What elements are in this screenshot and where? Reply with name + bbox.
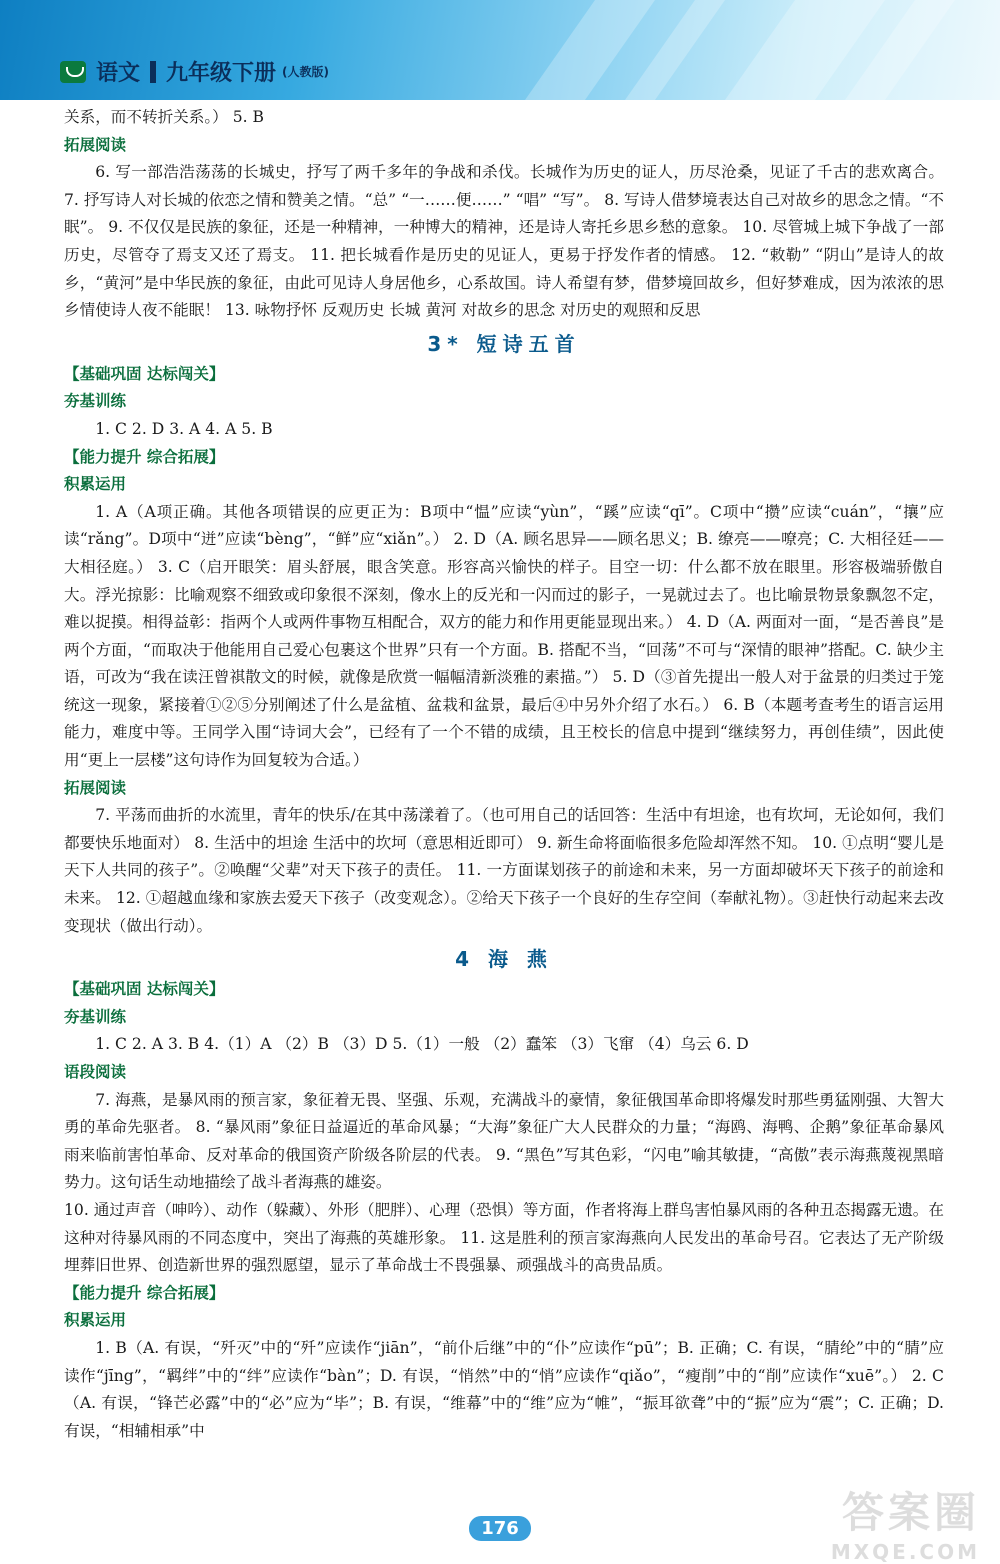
section-label-jilei: 积累运用: [64, 1311, 127, 1330]
answer-content: [64, 104, 944, 1445]
section-label-tuozhan: 拓展阅读: [64, 778, 127, 797]
book-logo-icon: [60, 61, 86, 83]
bracket-label-jichu: 【基础巩固 达标闯关】: [64, 364, 225, 383]
watermark-line1: 答案圈: [841, 1488, 980, 1537]
lesson-title-4: 4 海 燕: [455, 947, 553, 972]
paragraph: 7. 海燕，是暴风雨的预言家，象征着无畏、坚强、乐观，充满战斗的豪情，象征俄国革命即将爆发时那些勇猛刚强、大智大勇的革命先驱者。 8. “暴风雨”象征日益逼近的革命风暴；“大海”象征广大人民群众的力量；“海鸥、海鸭、企鹅”象征革命暴风雨来临前害怕革命、反对革命的俄国资产阶级各阶层的代表。 9. “黑色”写其色彩，“闪电”喻其敏捷，“高傲”表示海燕蔑视黑暗势力。这句话生动地描绘了战斗者海燕的雄姿。: [64, 1090, 944, 1192]
header-separator: [150, 61, 156, 83]
watermark: [831, 1480, 980, 1564]
section-label-yuduan: 语段阅读: [64, 1063, 127, 1081]
section-label-tuozhan: 拓展阅读: [64, 135, 127, 154]
subject-label: 语文: [96, 61, 141, 86]
paragraph: 1. C 2. D 3. A 4. A 5. B: [95, 419, 273, 438]
bracket-label-jichu: 【基础巩固 达标闯关】: [64, 980, 225, 999]
paragraph: 1. A（A项正确。其他各项错误的应更正为：B项中“愠”应读“yùn”，“蹊”应读“qī”。C项中“攒”应读“cuán”，“攘”应读“rǎng”。D项中“迸”应读“bèng”，“鲜”应“xiǎn”。） 2. D（A. 顾名思异——顾名思义；B. 缭亮——嘹亮；C. 大相径廷——大相径庭。） 3. C（启开眼笑：眉头舒展，眼含笑意。形容高兴愉快的样子。目空一切：什么都不放在眼里。形容极端骄傲自大。浮光掠影：比喻观察不细致或印象很不深刻，像水上的反光和一闪而过的影子，一晃就过去了。也比喻景物景象飘忽不定，难以捉摸。相得益彰：指两个人或两件事物互相配合，双方的能力和作用更能显现出来。） 4. D（A. 两面对一面，“是否善良”是两个方面，“而取决于他能用自己爱心包裹这个世界”只有一个方面。B. 搭配不当，“回荡”不可与“深情的眼神”搭配。C. 缺少主语，可改为“我在读汪曾祺散文的时候，就像是欣赏一幅幅清新淡雅的素描。”） 5. D（③首先提出一般人对于盆景的归类过于笼统这一现象，紧接着①②⑤分别阐述了什么是盆植、盆栽和盆景，最后④中另外介绍了水石。） 6. B（本题考查考生的语言运用能力，难度中等。王同学入围“诗词大会”，已经有了一个不错的成绩，且王校长的信息中提到“继续努力，再创佳绩”，因此使用“更上一层楼”这句诗作为回复较为合适。）: [64, 502, 944, 770]
paragraph: 关系，而不转折关系。） 5. B: [64, 108, 264, 126]
section-label-duoji: 夯基训练: [64, 1007, 127, 1026]
watermark-line2: MXQE.COM: [830, 1540, 980, 1564]
section-label-duoji: 夯基训练: [64, 392, 127, 411]
bracket-label-nengli: 【能力提升 综合拓展】: [64, 447, 225, 466]
paragraph: 7. 平荡而曲折的水流里，青年的快乐/在其中荡漾着了。（也可用自己的话回答：生活中有坦途，也有坎坷，无论如何，我们都要快乐地面对） 8. 生活中的坦途 生活中的坎坷（意思相近即可） 9. 新生命将面临很多危险却浑然不知。 10. ①点明“婴儿是天下人共同的孩子”。②唤醒“父辈”对天下孩子的责任。 11. 一方面谋划孩子的前途和未来，另一方面却破坏天下孩子的前途和未来。 12. ①超越血缘和家族去爱天下孩子（改变观念）。②给天下孩子一个良好的生存空间（奉献礼物）。③赶快行动起来去改变现状（做出行动）。: [64, 806, 944, 935]
header-title: [60, 56, 329, 87]
page-number: 176: [469, 1516, 531, 1541]
paragraph: 1. C 2. A 3. B 4.（1）A （2）B （3）D 5.（1）一般 （2）蠢笨 （3）飞窜 （4）乌云 6. D: [95, 1035, 749, 1054]
paragraph: 10. 通过声音（呻吟）、动作（躲藏）、外形（肥胖）、心理（恐惧）等方面，作者将海上群鸟害怕暴风雨的各种丑态揭露无遗。在这种对待暴风雨的不同态度中，突出了海燕的英雄形象。 11. 这是胜利的预言家海燕向人民发出的革命号召。它表达了无产阶级埋葬旧世界、创造新世界的强烈愿望，显示了革命战士不畏强暴、顽强战斗的高贵品质。: [64, 1200, 944, 1275]
paragraph: 1. B（A. 有误，“歼灭”中的“歼”应读作“jiān”，“前仆后继”中的“仆”应读作“pū”；B. 正确；C. 有误，“腈纶”中的“腈”应读作“jīng”，“羁绊”中的“绊”应读作“bàn”；D. 有误，“悄然”中的“悄”应读作“qiǎo”，“瘦削”中的“削”应读作“xuē”。） 2. C（A. 有误，“锋芒必露”中的“必”应为“毕”；B. 有误，“维幕”中的“维”应为“帷”，“振耳欲聋”中的“振”应为“震”；C. 正确；D. 有误，“相辅相承”中: [64, 1338, 944, 1440]
page-header: [0, 0, 1000, 100]
edition-label: (人教版): [282, 65, 330, 79]
grade-label: 九年级下册: [166, 61, 277, 86]
lesson-title-3: 3* 短诗五首: [427, 331, 581, 356]
bracket-label-nengli: 【能力提升 综合拓展】: [64, 1283, 225, 1302]
paragraph: 6. 写一部浩浩荡荡的长城史，抒写了两千多年的争战和杀伐。长城作为历史的证人，历尽沧桑，见证了千古的悲欢离合。 7. 抒写诗人对长城的依恋之情和赞美之情。“总” “一……便……” “唱” “写”。 8. 写诗人借梦境表达自己对故乡的思念之情。“不眠”。 9. 不仅仅是民族的象征，还是一种精神，一种博大的精神，还是诗人寄托乡思乡愁的意象。 10. 尽管城上城下争战了一部历史，尽管夺了焉支又还了焉支。 11. 把长城看作是历史的见证人，更易于抒发作者的情感。 12. “敕勒” “阴山”是诗人的故乡，“黄河”是中华民族的象征，由此可见诗人身居他乡，心系故国。诗人希望有梦，借梦境回故乡，但好梦难成，因为浓浓的思乡情使诗人夜不能眠！ 13. 咏物抒怀 反观历史 长城 黄河 对故乡的思念 对历史的观照和反思: [64, 163, 944, 320]
section-label-jilei: 积累运用: [64, 475, 127, 494]
